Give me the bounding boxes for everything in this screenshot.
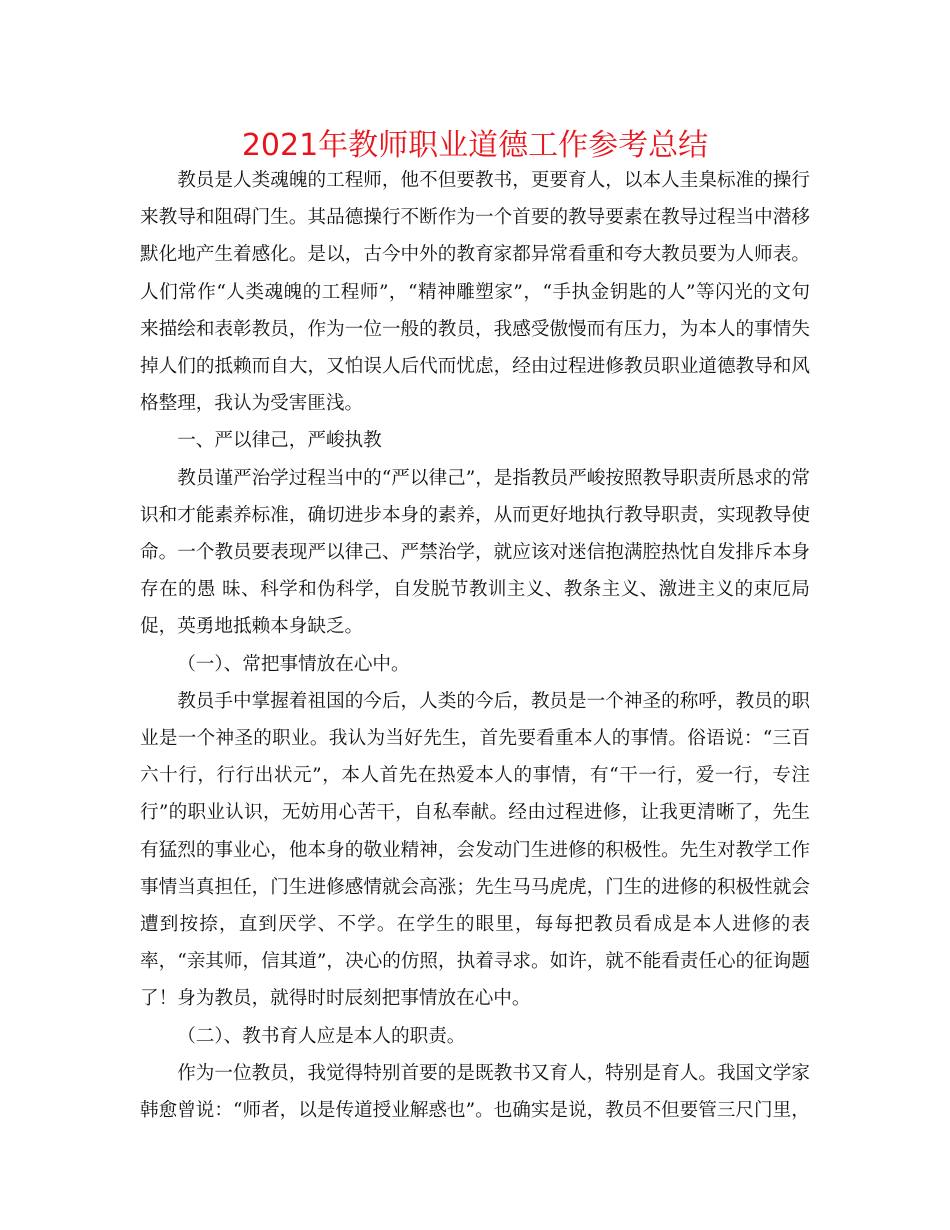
document-body [140, 162, 810, 1129]
paragraph-subsection-1: 教员手中掌握着祖国的今后，人类的今后，教员是一个神圣的称呼，教员的职业是一个神圣的职业。我认为当好先生，首先要看重本人的事情。俗语说：“三百六十行，行行出状元”，本人首先在热爱本人的事情，有“干一行，爱一行，专注行”的职业认识，无妨用心苦干，自私奉献。经由过程进修，让我更清晰了，先生有猛烈的事业心，他本身的敬业精神，会发动门生进修的积极性。先生对教学工作事情当真担任，门生进修感情就会高涨；先生马马虎虎，门生的进修的积极性就会遭到按捺，直到厌学、不学。在学生的眼里，每每把教员看成是本人进修的表率，“亲其师，信其道”，决心的仿照，执着寻求。如许，就不能看责任心的征询题了！身为教员，就得时时辰刻把事情放在心中。 [140, 690, 810, 1010]
paragraph-section-1: 教员谨严治学过程当中的“严以律己”，是指教员严峻按照教导职责所恳求的常识和才能素养标准，确切进步本身的素养，从而更好地执行教导职责，实现教导使命。一个教员要表现严以律己、严禁治学，就应该对迷信抱满腔热忱自发排斥本身存在的愚 昧、科学和伪科学，自发脱节教训主义、教条主义、激进主义的束厄局促，英勇地抵赖本身缺乏。 [140, 467, 810, 638]
subsection-heading-2: （二）、教书育人应是本人的职责。 [177, 1025, 466, 1047]
paragraph-subsection-2: 作为一位教员，我觉得特别首要的是既教书又育人，特别是育人。我国文学家韩愈曾说：“师者，以是传道授业解惑也”。也确实是说，教员不但要管三尺门里， [140, 1062, 810, 1122]
paragraph-intro: 教员是人类魂魄的工程师，他不但要教书，更要育人，以本人圭臬标准的操行来教导和阻碍门生。其品德操行不断作为一个首要的教导要素在教导过程当中潜移默化地产生着感化。是以，古今中外的教育家都异常看重和夸大教员要为人师表。人们常作“人类魂魄的工程师”，“精神雕塑家”，“手执金钥匙的人”等闪光的文句来描绘和表彰教员，作为一位一般的教员，我感受傲慢而有压力，为本人的事情失掉人们的抵赖而自大，又怕误人后代而忧虑，经由过程进修教员职业道德教导和风格整理，我认为受害匪浅。 [140, 170, 810, 415]
subsection-heading-1: （一）、常把事情放在心中。 [177, 653, 410, 675]
section-heading-1: 一、严以律己，严峻执教 [177, 430, 382, 452]
document-title: 2021年教师职业道德工作参考总结 [241, 128, 709, 163]
